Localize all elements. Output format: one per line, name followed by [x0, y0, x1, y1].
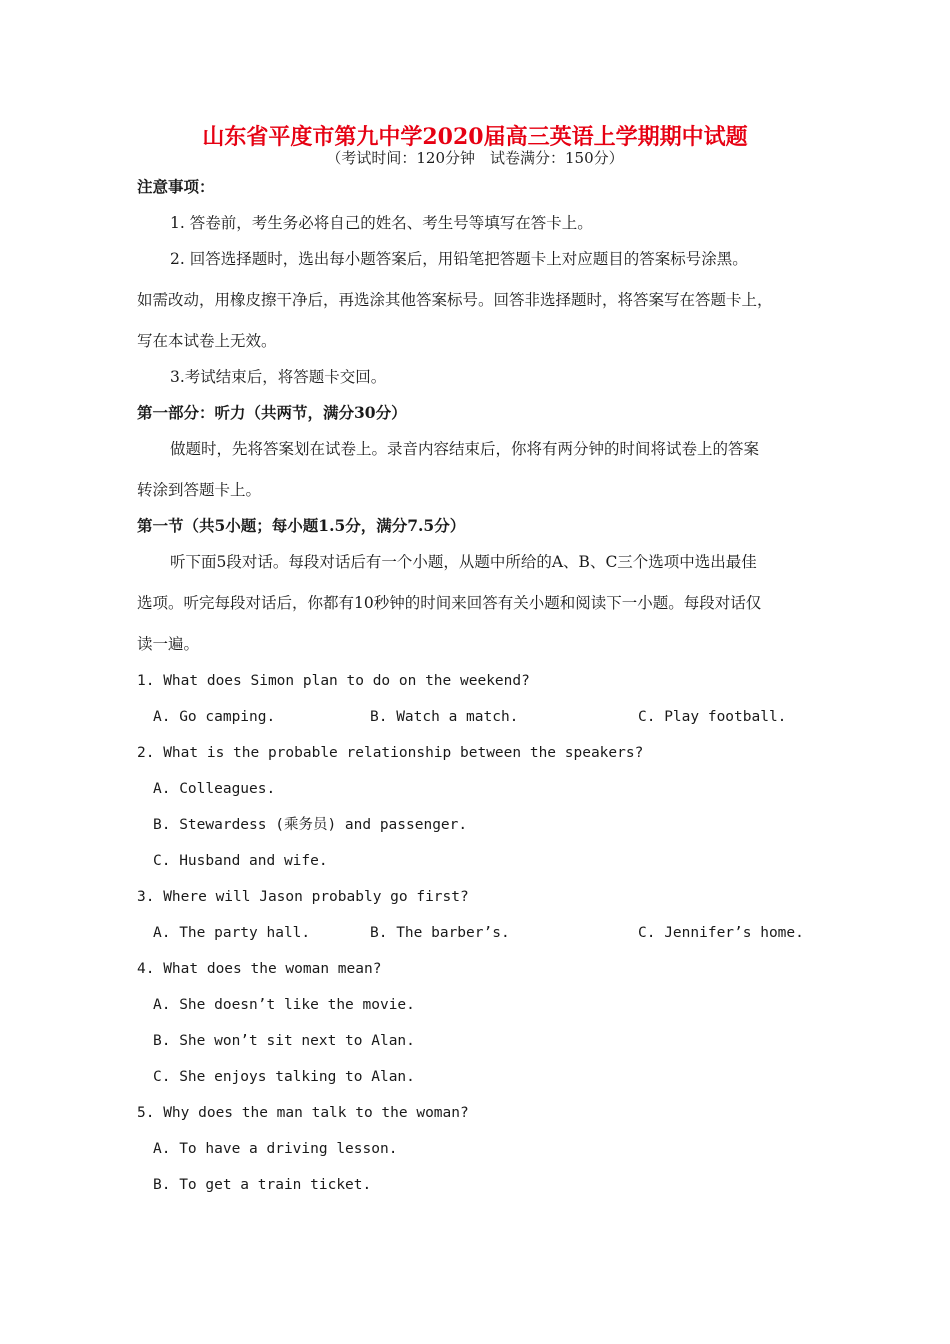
question-stem: 3. Where will Jason probably go first? [137, 889, 469, 905]
option-b: B. To get a train ticket. [153, 1177, 372, 1193]
option-b: B. The barber’s. [370, 925, 510, 941]
part1-intro-cont: 转涂到答题卡上。 [137, 481, 262, 499]
option-c: C. She enjoys talking to Alan. [153, 1069, 415, 1085]
option-c: C. Play football. [638, 709, 787, 725]
option-a: A. To have a driving lesson. [153, 1141, 398, 1157]
question-stem: 2. What is the probable relationship between the speakers? [137, 745, 644, 761]
question-stem: 4. What does the woman mean? [137, 961, 382, 977]
section1-intro-cont: 选项。听完每段对话后，你都有10秒钟的时间来回答有关小题和阅读下一小题。每段对话仅 [137, 594, 762, 612]
notice-item-1: 1. 答卷前，考生务必将自己的姓名、考生号等填写在答卡上。 [170, 214, 593, 232]
notice-item-2: 2. 回答选择题时，选出每小题答案后，用铅笔把答题卡上对应题目的答案标号涂黑。 [170, 250, 748, 268]
part1-intro: 做题时，先将答案划在试卷上。录音内容结束后，你将有两分钟的时间将试卷上的答案 [170, 440, 760, 458]
option-a: A. Colleagues. [153, 781, 276, 797]
option-c: C. Husband and wife. [153, 853, 328, 869]
part1-heading: 第一部分：听力（共两节，满分30分） [137, 403, 407, 422]
section1-intro-cont: 读一遍。 [137, 635, 200, 653]
notice-item-2-cont: 写在本试卷上无效。 [137, 332, 277, 350]
option-c: C. Jennifer’s home. [638, 925, 804, 941]
notice-item-2-cont: 如需改动，用橡皮擦干净后，再选涂其他答案标号。回答非选择题时，将答案写在答题卡上， [137, 291, 773, 309]
notice-item-3: 3.考试结束后，将答题卡交回。 [170, 368, 387, 386]
question-stem: 5. Why does the man talk to the woman? [137, 1105, 469, 1121]
notice-heading: 注意事项： [137, 177, 215, 196]
option-a: A. The party hall. [153, 925, 311, 941]
page-title: 山东省平度市第九中学2020届高三英语上学期期中试题 [202, 124, 748, 150]
option-b: B. Stewardess (乘务员) and passenger. [153, 817, 468, 833]
option-b: B. She won’t sit next to Alan. [153, 1033, 415, 1049]
option-b: B. Watch a match. [370, 709, 519, 725]
section1-intro: 听下面5段对话。每段对话后有一个小题，从题中所给的A、B、C三个选项中选出最佳 [170, 553, 757, 571]
question-stem: 1. What does Simon plan to do on the weekend? [137, 673, 530, 689]
exam-info: （考试时间：120分钟 试卷满分：150分） [326, 149, 624, 167]
option-a: A. She doesn’t like the movie. [153, 997, 415, 1013]
option-a: A. Go camping. [153, 709, 276, 725]
section1-heading: 第一节（共5小题；每小题1.5分，满分7.5分） [137, 516, 466, 535]
